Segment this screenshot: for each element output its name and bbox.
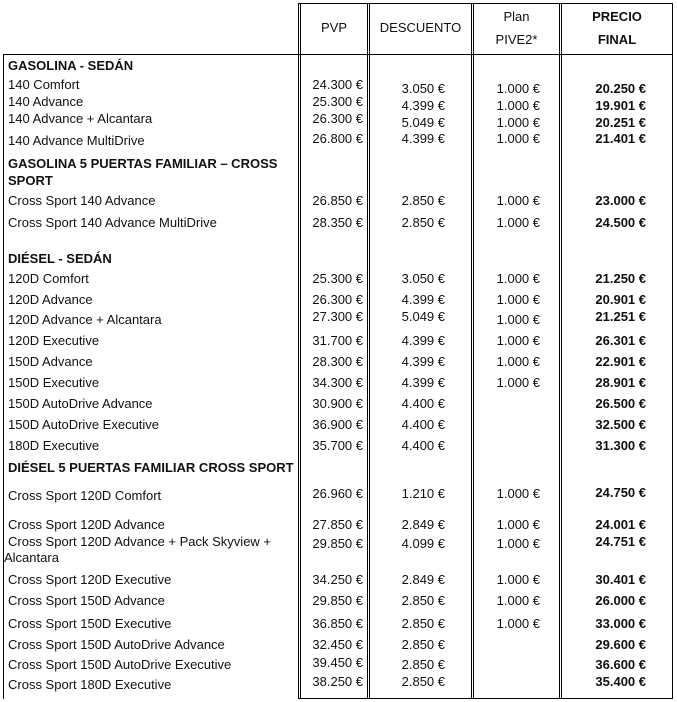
table-row <box>0 333 677 351</box>
model-name: 150D Executive <box>8 375 100 390</box>
discount-value: 4.399 € <box>401 375 445 390</box>
model-name: Cross Sport 120D Advance <box>8 517 165 532</box>
table-row <box>0 133 677 151</box>
model-name: 150D AutoDrive Executive <box>8 417 160 432</box>
table-bottom-border <box>298 698 673 699</box>
table-row <box>0 534 677 566</box>
model-name: Cross Sport 150D Advance <box>8 593 165 608</box>
pvp-value: 26.960 € <box>312 486 363 501</box>
table-row <box>0 354 677 372</box>
header-plan-line1: Plan <box>503 9 530 24</box>
pvp-value: 36.850 € <box>312 616 363 631</box>
final-price: 21.401 € <box>595 131 646 146</box>
discount-value: 2.850 € <box>401 215 445 230</box>
pvp-value: 28.350 € <box>312 215 363 230</box>
discount-value: 2.850 € <box>401 616 445 631</box>
final-price: 24.001 € <box>595 517 646 532</box>
final-price: 32.500 € <box>595 417 646 432</box>
header-descuento: DESCUENTO <box>379 20 462 35</box>
model-name: Cross Sport 180D Executive <box>8 677 172 692</box>
model-name: Cross Sport 120D Executive <box>8 572 172 587</box>
final-price: 24.500 € <box>595 215 646 230</box>
plan-value: 1.000 € <box>496 215 540 230</box>
pvp-value: 26.800 € <box>312 131 363 146</box>
pvp-value: 36.900 € <box>312 417 363 432</box>
header-final-line1: PRECIO <box>592 9 642 24</box>
plan-value: 1.000 € <box>496 354 540 369</box>
final-price: 20.250 € <box>595 81 646 96</box>
model-name: 120D Advance <box>8 292 93 307</box>
table-row <box>0 657 677 675</box>
header-final-line2: FINAL <box>597 32 637 47</box>
table-row <box>0 309 677 330</box>
final-price: 29.600 € <box>595 637 646 652</box>
section-title: DIÉSEL - SEDÁN <box>8 251 112 266</box>
plan-value: 1.000 € <box>496 131 540 146</box>
final-price: 31.300 € <box>595 438 646 453</box>
model-name: 150D AutoDrive Advance <box>8 396 153 411</box>
pvp-value: 26.300 € <box>312 111 363 126</box>
discount-value: 4.099 € <box>401 536 445 551</box>
pvp-value: 28.300 € <box>312 354 363 369</box>
model-name: 180D Executive <box>8 438 100 453</box>
plan-value: 1.000 € <box>496 312 540 327</box>
discount-value: 3.050 € <box>401 271 445 286</box>
final-price: 26.500 € <box>595 396 646 411</box>
model-name: 140 Advance + Alcantara <box>8 111 153 126</box>
final-price: 20.251 € <box>595 115 646 130</box>
table-row <box>0 417 677 435</box>
pvp-value: 30.900 € <box>312 396 363 411</box>
plan-value: 1.000 € <box>496 375 540 390</box>
table-row <box>0 111 677 129</box>
discount-value: 4.399 € <box>401 131 445 146</box>
pvp-value: 29.850 € <box>312 593 363 608</box>
final-price: 26.301 € <box>595 333 646 348</box>
model-name: Cross Sport 150D AutoDrive Advance <box>8 637 225 652</box>
table-row <box>0 375 677 393</box>
pvp-value: 29.850 € <box>312 536 363 551</box>
model-name: Cross Sport 140 Advance <box>8 193 156 208</box>
pvp-value: 31.700 € <box>312 333 363 348</box>
model-name: Cross Sport 150D AutoDrive Executive <box>8 657 232 672</box>
final-price: 33.000 € <box>595 616 646 631</box>
table-row <box>0 637 677 655</box>
final-price: 30.401 € <box>595 572 646 587</box>
section-title: GASOLINA 5 PUERTAS FAMILIAR – CROSS SPORT <box>8 156 278 188</box>
final-price: 20.901 € <box>595 292 646 307</box>
pvp-value: 26.850 € <box>312 193 363 208</box>
discount-value: 2.849 € <box>401 517 445 532</box>
plan-value: 1.000 € <box>496 193 540 208</box>
table-row <box>0 593 677 611</box>
final-price: 24.751 € <box>595 534 646 549</box>
table-row <box>0 271 677 289</box>
table-top-border <box>298 3 673 4</box>
discount-value: 3.050 € <box>401 81 445 96</box>
table-row <box>0 674 677 695</box>
table-row <box>0 193 677 211</box>
model-name: 140 Advance <box>8 94 84 109</box>
pvp-value: 25.300 € <box>312 271 363 286</box>
discount-value: 4.399 € <box>401 98 445 113</box>
pvp-value: 24.300 € <box>312 77 363 92</box>
final-price: 28.901 € <box>595 375 646 390</box>
model-name: 140 Comfort <box>8 77 80 92</box>
table-row <box>0 77 677 95</box>
model-name: Cross Sport 150D Executive <box>8 616 172 631</box>
model-name: 120D Advance + Alcantara <box>8 312 162 327</box>
header-plan-line2: PIVE2* <box>495 32 538 47</box>
final-price: 26.000 € <box>595 593 646 608</box>
model-name: 140 Advance MultiDrive <box>8 133 145 148</box>
plan-value: 1.000 € <box>496 593 540 608</box>
table-row <box>0 292 677 310</box>
table-row <box>0 517 677 535</box>
discount-value: 4.399 € <box>401 292 445 307</box>
pvp-value: 38.250 € <box>312 674 363 689</box>
final-price: 36.600 € <box>595 657 646 672</box>
model-name: Cross Sport 120D Comfort <box>8 488 162 503</box>
header-bottom-border <box>3 54 673 55</box>
discount-value: 5.049 € <box>401 309 445 324</box>
pvp-value: 27.850 € <box>312 517 363 532</box>
plan-value: 1.000 € <box>496 333 540 348</box>
model-name: 150D Advance <box>8 354 93 369</box>
section-title: GASOLINA - SEDÁN <box>8 58 134 73</box>
pvp-value: 27.300 € <box>312 309 363 324</box>
final-price: 19.901 € <box>595 98 646 113</box>
model-name: 120D Comfort <box>8 271 89 286</box>
header-pvp: PVP <box>320 20 347 35</box>
pvp-value: 26.300 € <box>312 292 363 307</box>
discount-value: 2.850 € <box>401 674 445 689</box>
final-price: 21.251 € <box>595 309 646 324</box>
section-title: DIÉSEL 5 PUERTAS FAMILIAR CROSS SPORT <box>8 460 294 475</box>
discount-value: 4.400 € <box>401 417 445 432</box>
final-price: 21.250 € <box>595 271 646 286</box>
discount-value: 1.210 € <box>401 486 445 501</box>
plan-value: 1.000 € <box>496 517 540 532</box>
pvp-value: 32.450 € <box>312 637 363 652</box>
discount-value: 4.399 € <box>401 354 445 369</box>
model-name: 120D Executive <box>8 333 100 348</box>
discount-value: 2.850 € <box>401 193 445 208</box>
pvp-value: 35.700 € <box>312 438 363 453</box>
pvp-value: 34.300 € <box>312 375 363 390</box>
plan-value: 1.000 € <box>496 81 540 96</box>
table-row <box>0 485 677 506</box>
final-price: 22.901 € <box>595 354 646 369</box>
final-price: 24.750 € <box>595 485 646 500</box>
table-row <box>0 572 677 590</box>
plan-value: 1.000 € <box>496 486 540 501</box>
discount-value: 2.850 € <box>401 657 445 672</box>
plan-value: 1.000 € <box>496 271 540 286</box>
model-name: Cross Sport 120D Advance + Pack Skyview + Alcantara <box>4 534 272 565</box>
final-price: 35.400 € <box>595 674 646 689</box>
discount-value: 4.399 € <box>401 333 445 348</box>
plan-value: 1.000 € <box>496 572 540 587</box>
plan-value: 1.000 € <box>496 292 540 307</box>
discount-value: 4.400 € <box>401 438 445 453</box>
plan-value: 1.000 € <box>496 616 540 631</box>
plan-value: 1.000 € <box>496 115 540 130</box>
table-row <box>0 215 677 233</box>
discount-value: 4.400 € <box>401 396 445 411</box>
final-price: 23.000 € <box>595 193 646 208</box>
pvp-value: 39.450 € <box>312 655 363 670</box>
table-row <box>0 396 677 414</box>
discount-value: 5.049 € <box>401 115 445 130</box>
discount-value: 2.850 € <box>401 593 445 608</box>
model-name: Cross Sport 140 Advance MultiDrive <box>8 215 217 230</box>
table-row <box>0 94 677 112</box>
discount-value: 2.850 € <box>401 637 445 652</box>
plan-value: 1.000 € <box>496 536 540 551</box>
table-row <box>0 438 677 456</box>
pvp-value: 34.250 € <box>312 572 363 587</box>
discount-value: 2.849 € <box>401 572 445 587</box>
pvp-value: 25.300 € <box>312 94 363 109</box>
plan-value: 1.000 € <box>496 98 540 113</box>
table-row <box>0 616 677 634</box>
